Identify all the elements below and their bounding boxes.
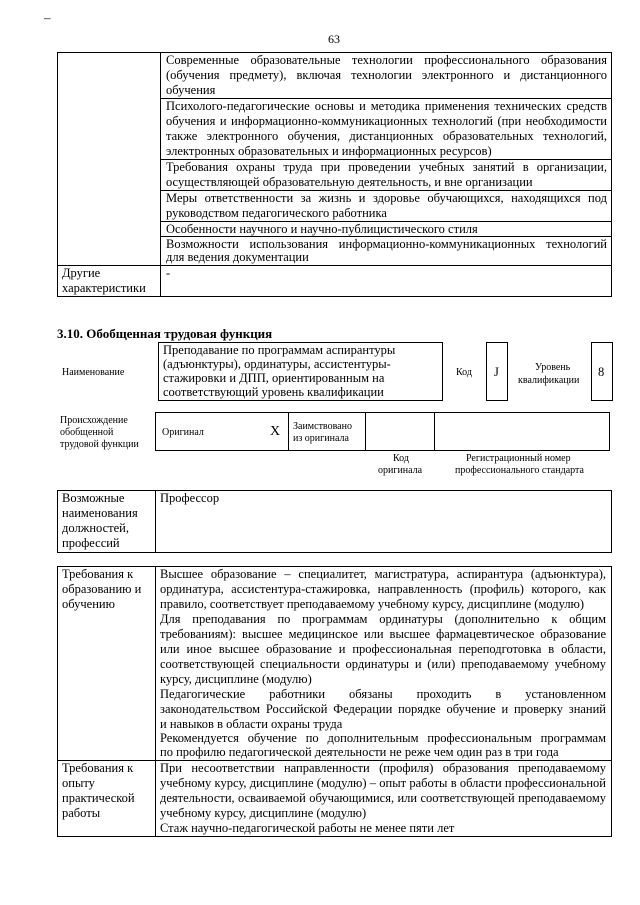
- education-line-11: и навыков в области охраны труда: [160, 717, 343, 731]
- education-line-7: соответствующей специальности ординатуры и (или) преподаваемому учебному: [160, 657, 606, 671]
- education-label-line-3: обучению: [62, 597, 115, 611]
- code-label: Код: [456, 367, 472, 378]
- level-value: 8: [598, 365, 605, 379]
- borrowed-label-line-2: из оригинала: [293, 433, 349, 444]
- name-value-line-1: Преподавание по программам аспирантуры: [163, 343, 396, 357]
- section-title: 3.10. Обобщенная трудовая функция: [57, 326, 273, 341]
- education-line-6: или иное высшее образование и профессиональная переподготовка в области,: [160, 642, 606, 656]
- education-line-4: Для преподавания по программам ординатуры (дополнительно к общим: [160, 612, 606, 626]
- education-line-5: требованиям): высшее медицинское или высшее фармацевтическое образование: [160, 627, 606, 641]
- code-original-caption-line-2: оригинала: [378, 465, 423, 476]
- code-value: J: [494, 365, 499, 379]
- other-characteristics-label-line-2: характеристики: [62, 281, 146, 295]
- experience-label-line-1: Требования к: [62, 761, 134, 775]
- education-label-line-2: образованию и: [62, 582, 142, 596]
- experience-label-line-3: практической: [62, 791, 135, 805]
- experience-line-2: учебному курсу, дисциплине (модулю) – опыт работы в области профессиональной: [160, 776, 606, 790]
- knowledge-item-1-line-2: (обучения предмету), включая технологии электронного и дистанционного: [166, 68, 607, 82]
- name-value-line-3: стажировки и ДПП, ориентированным на: [163, 371, 385, 385]
- knowledge-item-2-line-2: обучения и информационно-коммуникационных технологий (при необходимости: [166, 114, 607, 128]
- education-line-2: ординатура, ассистентура-стажировка, направленность (профиль) которого, как: [160, 582, 606, 596]
- education-line-8: курсу, дисциплине (модулю): [160, 672, 312, 686]
- education-line-9: Педагогические работники обязаны проходить в установленном: [160, 687, 606, 701]
- experience-line-1: При несоответствии направленности (профиля) образования преподаваемому: [160, 761, 606, 775]
- level-label-line-1: Уровень: [535, 362, 571, 373]
- decor-mark: –: [44, 10, 51, 25]
- education-line-3: правило, соответствует преподаваемому учебному курсу, дисциплине (модулю): [160, 597, 585, 611]
- positions-label-line-2: наименования: [62, 506, 138, 520]
- experience-label-line-4: работы: [62, 806, 101, 820]
- origin-label-line-2: обобщенной: [60, 427, 114, 438]
- education-line-10: законодательством Российской Федерации порядке обучение и проверку знаний: [160, 702, 606, 716]
- experience-label-line-2: опыту: [62, 776, 95, 790]
- name-label: Наименование: [62, 367, 125, 378]
- education-label-line-1: Требования к: [62, 567, 134, 581]
- name-value-line-2: (адъюнктуры), ординатуры, ассистентуры-: [163, 357, 391, 371]
- knowledge-item-2-line-1: Психолого-педагогические основы и методика применения технических средств: [166, 99, 607, 113]
- name-value-line-4: соответствующий уровень квалификации: [163, 385, 384, 399]
- origin-label-line-1: Происхождение: [60, 415, 128, 426]
- knowledge-item-3-line-1: Требования охраны труда при проведении учебных занятий в организации,: [166, 160, 607, 174]
- knowledge-item-2-line-3: также электронного обучения, дистанционных образовательных технологий,: [166, 129, 607, 143]
- knowledge-item-4-line-1: Меры ответственности за жизнь и здоровье обучающихся, находящихся под: [166, 191, 607, 205]
- borrowed-label-line-1: Заимствовано: [293, 421, 352, 432]
- positions-label-line-1: Возможные: [62, 491, 125, 505]
- experience-line-5: Стаж научно-педагогической работы не менее пяти лет: [160, 821, 455, 835]
- page-number: 63: [328, 32, 340, 46]
- knowledge-item-4-line-2: руководством педагогического работника: [166, 206, 387, 220]
- knowledge-item-6-line-2: для ведения документации: [166, 250, 309, 264]
- knowledge-item-6-line-1: Возможности использования информационно-коммуникационных технологий: [166, 237, 607, 251]
- knowledge-item-2-line-4: электронных образовательных и информационных ресурсов): [166, 144, 492, 158]
- positions-value: Профессор: [160, 491, 220, 505]
- origin-label-line-3: трудовой функции: [60, 439, 139, 450]
- positions-label-line-4: профессий: [62, 536, 120, 550]
- education-line-12: Рекомендуется обучение по дополнительным профессиональным программам: [160, 731, 606, 745]
- original-label: Оригинал: [162, 427, 204, 438]
- education-line-13: по профилю педагогической деятельности не реже чем один раз в три года: [160, 745, 559, 759]
- knowledge-item-5-line-1: Особенности научного и научно-публицистического стиля: [166, 222, 478, 236]
- positions-label-line-3: должностей,: [62, 521, 129, 535]
- original-mark: X: [270, 424, 281, 439]
- other-characteristics-value: -: [166, 266, 171, 280]
- reg-number-caption-line-1: Регистрационный номер: [466, 453, 571, 464]
- reg-number-caption-line-2: профессионального стандарта: [455, 465, 584, 476]
- experience-line-3: деятельности, осваиваемой обучающимися, или соответствующей преподаваемому: [160, 791, 606, 805]
- knowledge-item-3-line-2: осуществляющей образовательную деятельность, и вне организации: [166, 175, 533, 189]
- experience-line-4: учебному курсу, дисциплине (модулю): [160, 806, 367, 820]
- knowledge-item-1-line-1: Современные образовательные технологии профессионального образования: [166, 53, 607, 67]
- code-original-caption-line-1: Код: [393, 453, 409, 464]
- level-label-line-2: квалификации: [518, 375, 580, 386]
- education-line-1: Высшее образование – специалитет, магистратура, аспирантура (адъюнктура),: [160, 567, 606, 581]
- other-characteristics-label-line-1: Другие: [62, 266, 101, 280]
- knowledge-item-1-line-3: обучения: [166, 83, 216, 97]
